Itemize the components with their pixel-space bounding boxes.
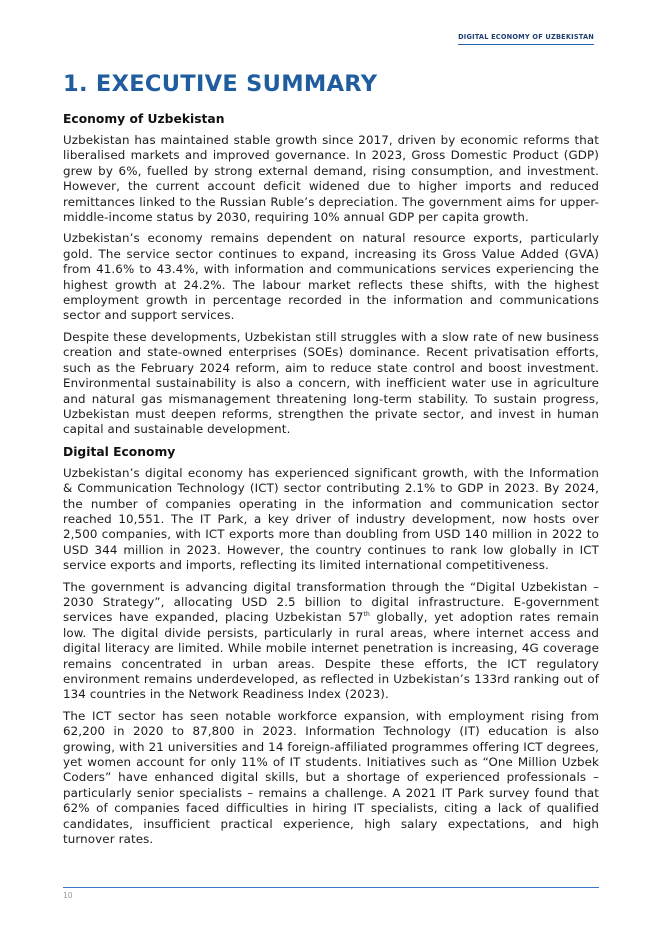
text-run: globally, yet adoption rates remain low. The digital divide persists, particularly in rural areas, where internet access and digital literacy are limited. While mobile internet penetration is increasing, 4G coverage remains concentrated in urban areas. Despite these efforts, the ICT regulatory environment remains underdeveloped, as reflected in Uzbekistan’s 133rd ranking out of 134 countries in the Network Readiness Index (2023). <box>63 610 599 702</box>
paragraph: Uzbekistan’s digital economy has experienced significant growth, with the Information & Communication Technology (ICT) sector contributing 2.1% to GDP in 2023. By 2024, the number of companies operating in the information and communication sector reached 10,551. The IT Park, a key driver of industry development, now hosts over 2,500 companies, with ICT exports more than doubling from USD 140 million in 2022 to USD 344 million in 2023. However, the country continues to rank low globally in ICT service exports and imports, reflecting its limited international competitiveness. <box>63 465 599 573</box>
paragraph: Despite these developments, Uzbekistan still struggles with a slow rate of new business creation and state-owned enterprises (SOEs) dominance. Recent privatisation efforts, such as the February 2024 reform, aim to reduce state control and boost investment. Environmental sustainability is also a concern, with inefficient water use in agriculture and natural gas mismanagement threatening long-term stability. To sustain progress, Uzbekistan must deepen reforms, strengthen the private sector, and invest in human capital and sustainable development. <box>63 329 599 437</box>
paragraph: Uzbekistan’s economy remains dependent on natural resource exports, particularly gold. The service sector continues to expand, increasing its Gross Value Added (GVA) from 41.6% to 43.4%, with information and communications services experiencing the highest growth at 24.2%. The labour market reflects these shifts, with the highest employment growth in percentage recorded in the information and communications sector and support services. <box>63 231 599 323</box>
section-heading-economy: Economy of Uzbekistan <box>63 112 225 126</box>
paragraph: Uzbekistan has maintained stable growth since 2017, driven by economic reforms that liberalised markets and improved governance. In 2023, Gross Domestic Product (GDP) grew by 6%, fuelled by strong external demand, rising consumption, and investment. However, the current account deficit widened due to higher imports and reduced remittances linked to the Russian Ruble’s depreciation. The government aims for upper-middle-income status by 2030, requiring 10% annual GDP per capita growth. <box>63 133 599 225</box>
page-title: 1. EXECUTIVE SUMMARY <box>63 71 378 97</box>
text-run: The government is advancing digital transformation through the “Digital Uzbekistan – 2030 Strategy”, allocating USD 2.5 billion to digital infrastructure. E-government services have expanded, placing Uzbekistan 57 <box>63 579 599 625</box>
paragraph: The ICT sector has seen notable workforce expansion, with employment rising from 62,200 in 2020 to 87,800 in 2023. Information Technology (IT) education is also growing, with 21 universities and 14 foreign-affiliated programmes offering ICT degrees, yet women account for only 11% of IT students. Initiatives such as “One Million Uzbek Coders” have enhanced digital skills, but a shortage of experienced professionals – particularly senior specialists – remains a challenge. A 2021 IT Park survey found that 62% of companies faced difficulties in hiring IT specialists, citing a lack of qualified candidates, insufficient practical experience, high salary expectations, and high turnover rates. <box>63 708 599 847</box>
paragraph-digital-strategy <box>63 580 599 703</box>
superscript: th <box>363 611 370 619</box>
main-content <box>63 111 599 853</box>
section-heading-digital-economy: Digital Economy <box>63 444 176 459</box>
footer-divider <box>63 887 599 888</box>
page-number: 10 <box>63 891 73 900</box>
running-header: DIGITAL ECONOMY OF UZBEKISTAN <box>458 33 594 45</box>
